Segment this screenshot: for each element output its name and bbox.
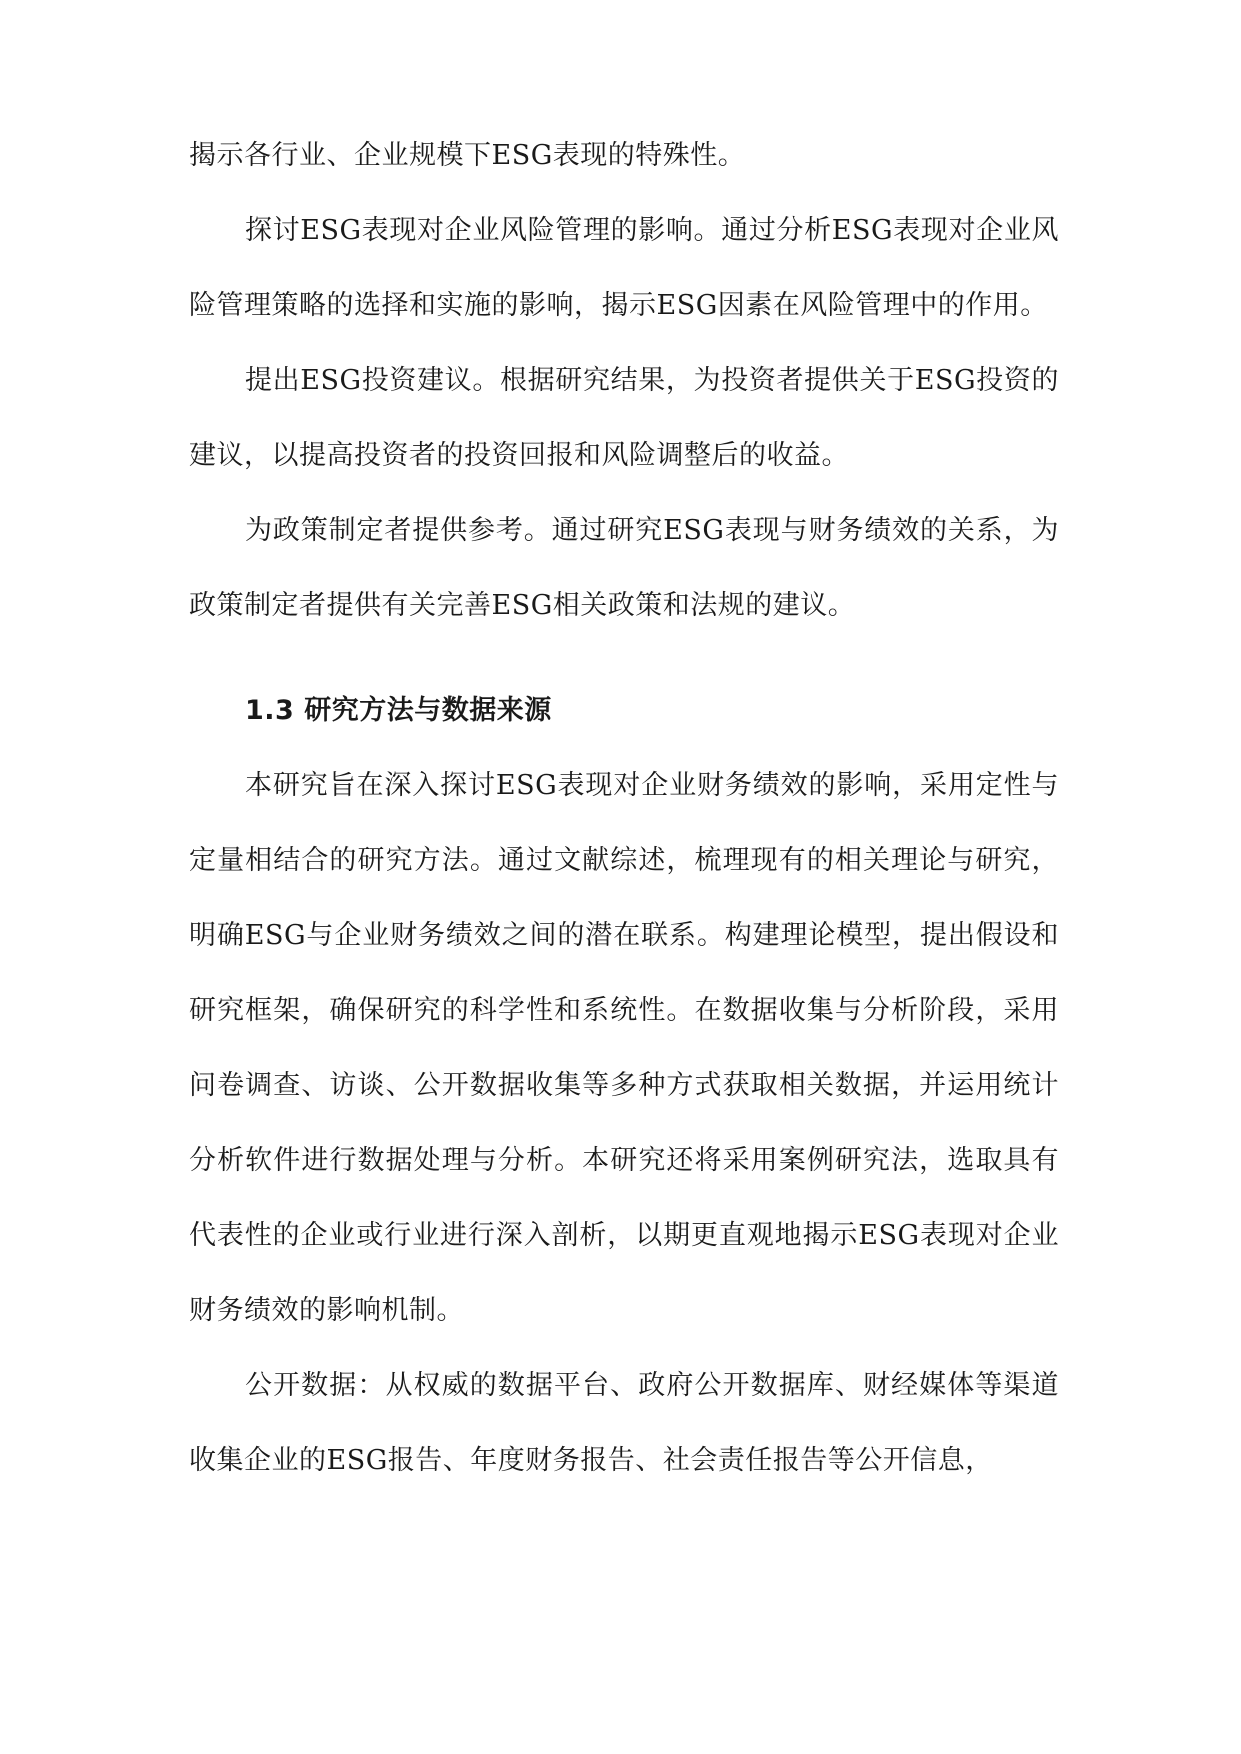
paragraph-continuation: 揭示各行业、企业规模下ESG表现的特殊性。 [189,140,746,171]
document-body [189,118,1059,1498]
paragraph-research-method: 本研究旨在深入探讨ESG表现对企业财务绩效的影响，采用定性与定量相结合的研究方法。通过文献综述，梳理现有的相关理论与研究，明确ESG与企业财务绩效之间的潜在联系。构建理论模型，提出假设和研究框架，确保研究的科学性和系统性。在数据收集与分析阶段，采用问卷调查、访谈、公开数据收集等多种方式获取相关数据，并运用统计分析软件进行数据处理与分析。本研究还将采用案例研究法，选取具有代表性的企业或行业进行深入剖析，以期更直观地揭示ESG表现对企业财务绩效的影响机制。 [189,770,1059,1326]
paragraph-risk-management: 探讨ESG表现对企业风险管理的影响。通过分析ESG表现对企业风险管理策略的选择和实施的影响，揭示ESG因素在风险管理中的作用。 [189,215,1059,321]
paragraph-policy-reference: 为政策制定者提供参考。通过研究ESG表现与财务绩效的关系，为政策制定者提供有关完善ESG相关政策和法规的建议。 [189,515,1059,621]
section-heading: 1.3 研究方法与数据来源 [245,695,552,726]
paragraph-investment-advice: 提出ESG投资建议。根据研究结果，为投资者提供关于ESG投资的建议，以提高投资者的投资回报和风险调整后的收益。 [189,365,1059,471]
paragraph-public-data: 公开数据：从权威的数据平台、政府公开数据库、财经媒体等渠道收集企业的ESG报告、年度财务报告、社会责任报告等公开信息， [189,1370,1059,1476]
